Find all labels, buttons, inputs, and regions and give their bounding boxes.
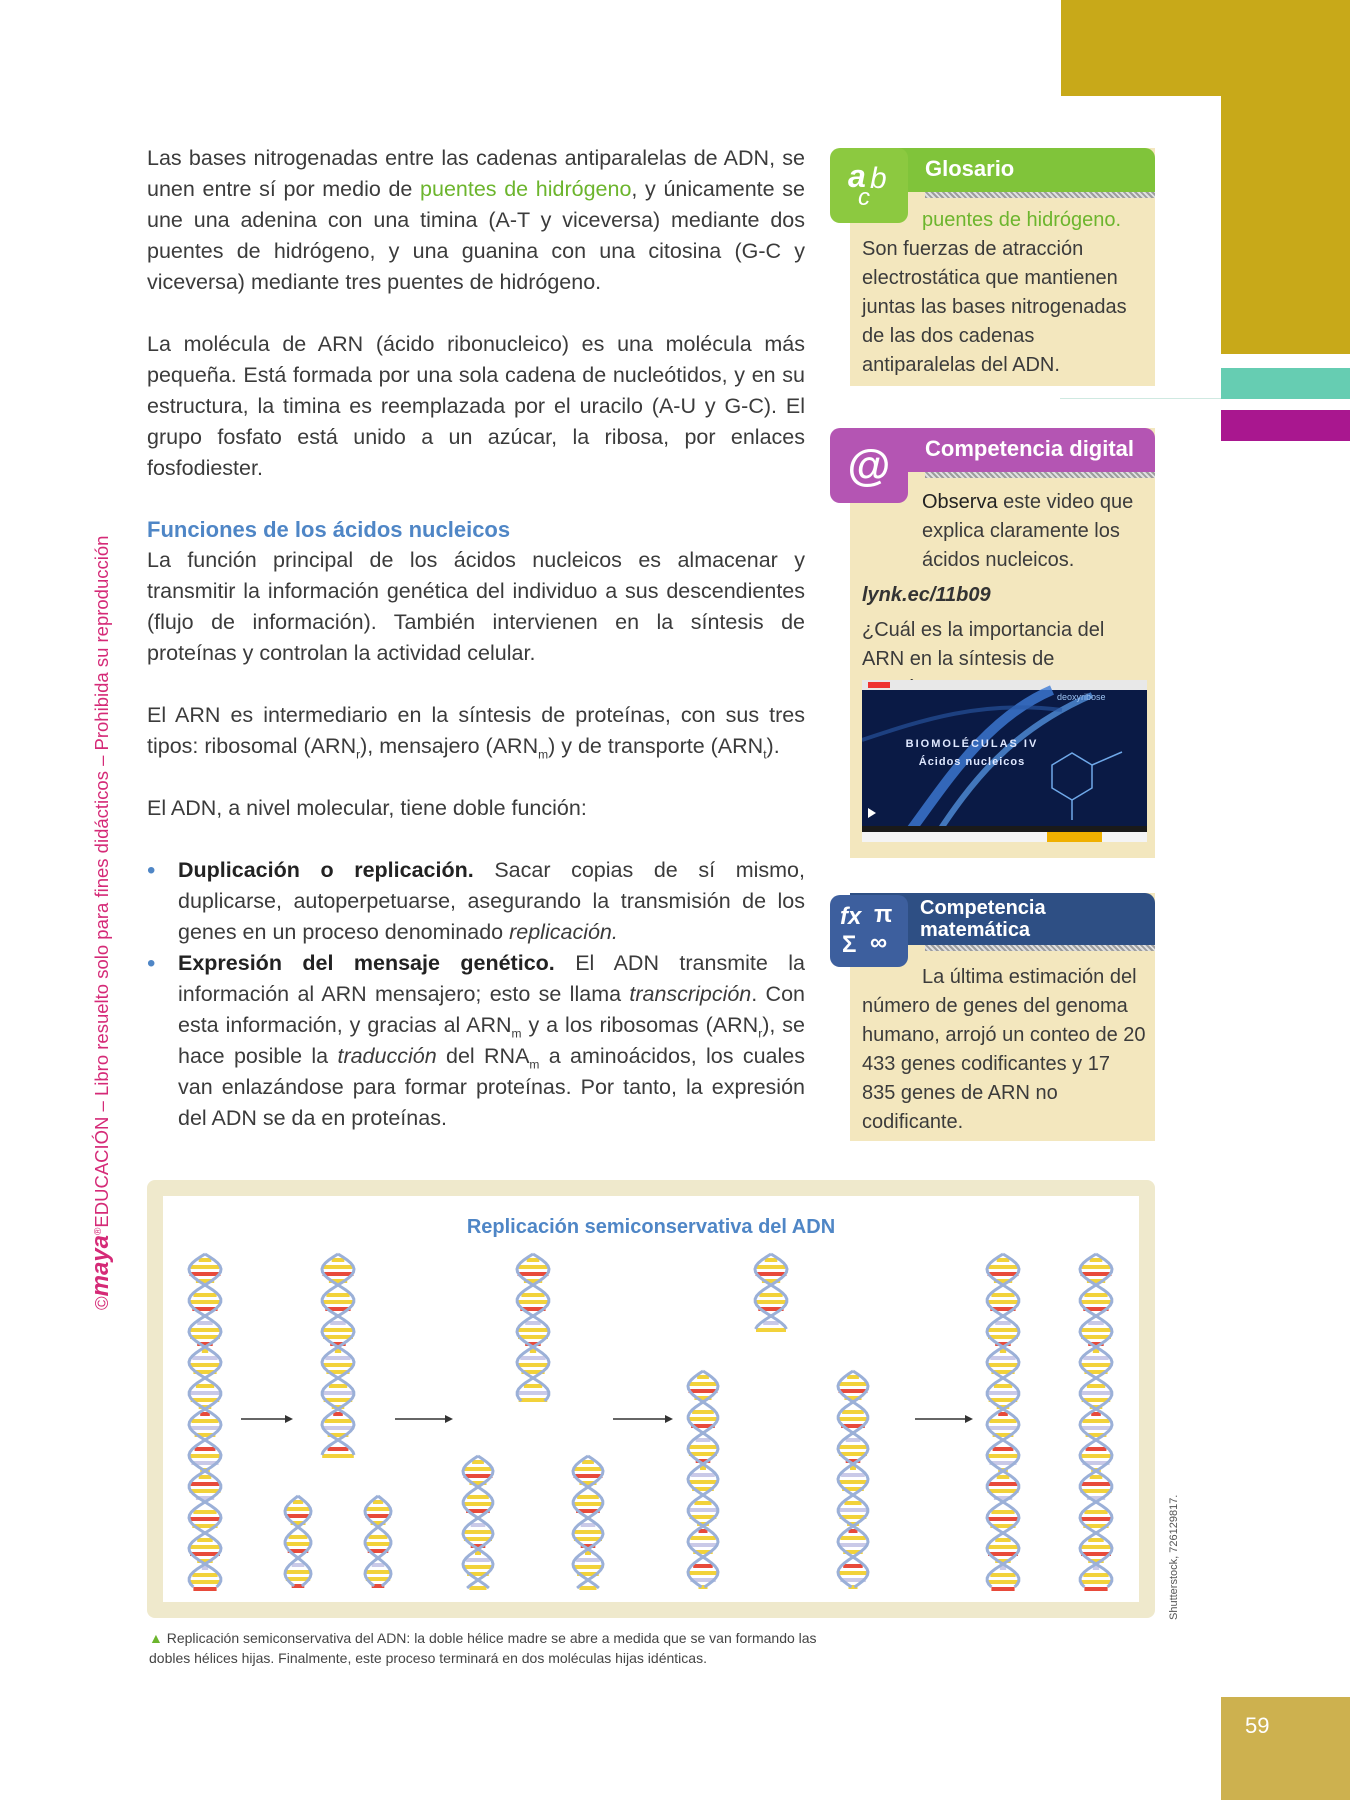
- dna-helix-opening: [517, 1254, 549, 1402]
- competencia-matematica-box: [840, 893, 1155, 1141]
- matematica-title-line2: matemática: [920, 919, 1031, 941]
- matematica-title-line1: Competencia: [920, 897, 1046, 919]
- dna-daughter-right: [838, 1371, 868, 1589]
- at-icon: @: [830, 428, 908, 503]
- glosario-definition: Son fuerzas de atracción electrostática que mantienen juntas las bases nitrogenadas de las dos cadenas antiparalelas del ADN.: [862, 238, 1127, 376]
- dna-helix-daughter: [987, 1254, 1019, 1591]
- glossary-term-link: puentes de hidrógeno: [420, 177, 632, 201]
- paragraph-funciones: La función principal de los ácidos nucleicos es almacenar y transmitir la información genética del individuo a sus descendientes (flujo de información). También intervienen en la síntesis de proteínas y controlan la actividad celular.: [147, 548, 805, 665]
- corner-decoration: [1061, 0, 1350, 96]
- glossary-icon: a b c: [830, 148, 908, 223]
- magenta-tab: [1221, 410, 1350, 441]
- arrow-right-icon: [613, 1415, 673, 1423]
- dna-replication-illustration: [163, 1196, 1139, 1602]
- dna-daughter-left: [463, 1456, 493, 1590]
- caption-marker-icon: ▲: [149, 1630, 163, 1646]
- arrow-right-icon: [915, 1415, 973, 1423]
- dna-helix-opening: [322, 1254, 354, 1458]
- video-subtitle: Ácidos nucleicos: [918, 756, 1026, 768]
- video-label: deoxyribose: [1057, 692, 1106, 702]
- dna-daughter-left: [688, 1371, 718, 1589]
- page-number-box: [1221, 1697, 1350, 1800]
- video-title: BIOMOLÉCULAS IV: [905, 738, 1039, 750]
- digital-question: ¿Cuál es la importancia del ARN en la síntesis de: [862, 619, 1105, 670]
- copyright-notice: ©maya®EDUCACIÓN – Libro resuelto solo para fines didácticos – Prohibida su reproducción: [87, 535, 114, 1310]
- arrow-right-icon: [395, 1415, 453, 1423]
- video-link[interactable]: lynk.ec/11b09: [862, 584, 991, 606]
- side-decoration: [1221, 96, 1350, 354]
- video-thumbnail[interactable]: [862, 680, 1147, 842]
- matematica-body: [862, 963, 1147, 1137]
- dna-helix-parent: [189, 1254, 221, 1591]
- figure-frame: [147, 1180, 1155, 1618]
- section-heading: Funciones de los ácidos nucleicos: [147, 517, 511, 542]
- glosario-term: puentes de hidrógeno.: [922, 209, 1122, 231]
- dna-strand-left: [285, 1496, 311, 1588]
- brand-logo: maya: [87, 1234, 114, 1297]
- divider-line: [1060, 398, 1222, 399]
- glosario-title: Glosario: [925, 156, 1015, 181]
- figure-caption: ▲ Replicación semiconservativa del ADN: la doble hélice madre se abre a medida que se van formando las dobles hélices hijas. Finalmente, este proceso terminará en dos moléculas hijas idénticas.: [149, 1630, 817, 1666]
- main-content: [147, 143, 805, 1134]
- figure-panel: [163, 1196, 1139, 1602]
- math-symbols-icon: fx π Σ ∞: [830, 895, 908, 967]
- dna-strand-right: [365, 1496, 391, 1588]
- dna-helix-daughter: [1080, 1254, 1112, 1591]
- matematica-text: La última estimación del número de genes del genoma humano, arrojó un conteo de 20 433 genes codificantes y 17 835 genes de ARN no codificante.: [862, 966, 1146, 1133]
- digital-instruction: Observa este video que explica claramente los ácidos nucleicos.: [922, 491, 1134, 571]
- dna-helix-opening: [755, 1254, 787, 1332]
- digital-body: [862, 488, 1147, 703]
- list-item: • Expresión del mensaje genético. El ADN transmite la información al ARN mensajero; esto se llama transcripción. Con esta información, y gracias al $ARN_m$ y a los ribosomas $(ARN_r)$, se hace posible la traducción del $RNA_m$ a aminoácidos, los cuales van enlazándose para formar proteínas. Por tanto, la expresión del ADN se da en proteínas.: [147, 948, 805, 1134]
- paragraph-adn-funcion: El ADN, a nivel molecular, tiene doble función:: [147, 796, 587, 820]
- glosario-body: [862, 206, 1147, 380]
- page-number: 59: [1245, 1713, 1270, 1738]
- competencia-digital-box: [847, 428, 1155, 858]
- paragraph-arn-tipos: El ARN es intermediario en la síntesis de proteínas, con sus tres tipos: ribosomal $(ARN_r)$, mensajero $(ARN_m)$ y de transporte $(ARN_t)$.: [147, 703, 805, 762]
- list-item: • Duplicación o replicación. Sacar copias de sí mismo, duplicarse, autoperpetuarse, asegurando la transmisión de los genes en un proceso denominado replicación.: [147, 855, 805, 948]
- image-credit: Shutterstock, 726129817.: [1168, 1494, 1180, 1620]
- paragraph-arn: La molécula de ARN (ácido ribonucleico) es una molécula más pequeña. Está formada por una sola cadena de nucleótidos, y en su estructura, la timina es reemplazada por el uracilo (A-U y G-C). El grupo fosfato está unido a un azúcar, la ribosa, por enlaces fosfodiester.: [147, 332, 805, 480]
- digital-title: Competencia digital: [925, 436, 1135, 461]
- arrow-right-icon: [241, 1415, 293, 1423]
- dna-daughter-right: [573, 1456, 603, 1590]
- paragraph-bases: Las bases nitrogenadas entre las cadenas antiparalelas de ADN, se unen entre sí por medio de puentes de hidrógeno, y únicamente se une una adenina con una timina (A-T y viceversa) mediante dos puentes de hidrógeno, y una guanina con una citosina (G-C y viceversa) mediante tres puentes de hidrógeno.: [147, 146, 805, 294]
- glosario-box: [850, 148, 1155, 386]
- play-icon[interactable]: [868, 808, 876, 818]
- teal-tab: [1221, 368, 1350, 399]
- figure-title: Replicación semiconservativa del ADN: [466, 1216, 836, 1238]
- function-list: [147, 855, 805, 1134]
